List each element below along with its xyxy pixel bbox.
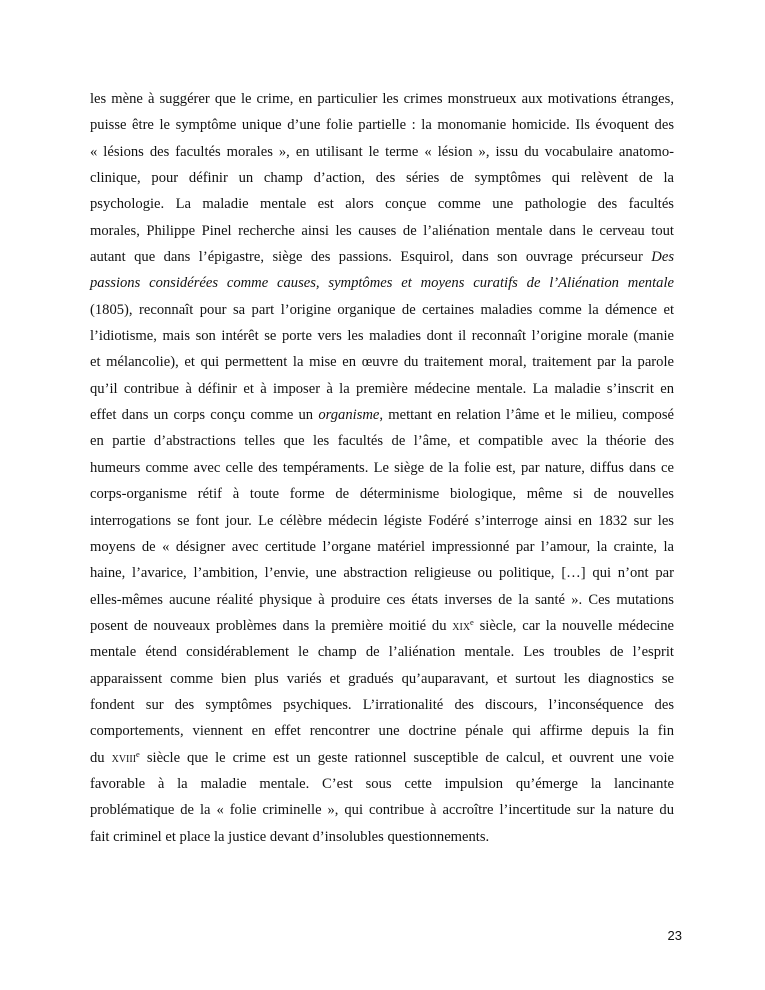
text-line: « lésions des facultés morales », en utilisant le terme « lésion », issu du vocabulaire anatomo- [90, 143, 674, 160]
body-paragraph [90, 86, 674, 850]
superscript-e: e [136, 748, 140, 759]
text-line: humeurs comme avec celle des tempéraments. Le siège de la folie est, par nature, diffus dans ce [90, 459, 674, 476]
text-line: l’idiotisme, mais son intérêt se porte vers les maladies dont il reconnaît l’origine morale (manie [90, 328, 674, 345]
text-line: effet dans un corps conçu comme un organisme, mettant en relation l’âme et le milieu, composé [90, 407, 674, 424]
text-line: haine, l’avarice, l’ambition, l’envie, une abstraction religieuse ou politique, […] qui n’ont par [90, 565, 674, 582]
text-line: interrogations se font jour. Le célèbre médecin légiste Fodéré s’interroge ainsi en 1832 sur les [90, 512, 674, 529]
text-line: psychologie. La maladie mentale est alors conçue comme une pathologie des facultés [90, 196, 674, 213]
text-line: clinique, pour définir un champ d’action, des séries de symptômes qui relèvent de la [90, 170, 674, 187]
text-line: et mélancolie), et qui permettent la mise en œuvre du traitement moral, traitement par la parole [90, 354, 674, 371]
text-line: puisse être le symptôme unique d’une folie partielle : la monomanie homicide. Ils évoquent des [90, 117, 674, 134]
text-line: mentale étend considérablement le champ de l’aliénation mentale. Les troubles de l’esprit [90, 644, 674, 661]
text-line: en partie d’abstractions telles que les facultés de l’âme, et compatible avec la théorie des [90, 433, 674, 450]
text-line: les mène à suggérer que le crime, en particulier les crimes monstrueux aux motivations étranges, [90, 91, 674, 107]
superscript-e: e [470, 616, 474, 627]
text-line: autant que dans l’épigastre, siège des passions. Esquirol, dans son ouvrage précurseur Des [90, 249, 674, 266]
text-line: (1805), reconnaît pour sa part l’origine organique de certaines maladies comme la démence et [90, 301, 674, 318]
century-numeral-xviii: xviii [111, 749, 137, 766]
text-line: morales, Philippe Pinel recherche ainsi les causes de l’aliénation mentale dans le cerveau tout [90, 222, 674, 239]
text-line: elles-mêmes aucune réalité physique à produire ces états inverses de la santé ». Ces mutations [90, 591, 674, 608]
emphasis-organisme: organisme [318, 407, 380, 424]
text-line: problématique de la « folie criminelle », qui contribue à accroître l’incertitude sur la nature du [90, 802, 674, 819]
text-line: fondent sur des symptômes psychiques. L’irrationalité des discours, l’inconséquence des [90, 696, 674, 713]
book-title: passions considérées comme causes, symptômes et moyens curatifs de l’Aliénation mentale [90, 275, 674, 292]
text-line: moyens de « désigner avec certitude l’organe matériel impressionné par l’amour, la crainte, la [90, 538, 674, 555]
text-line [90, 270, 674, 296]
text-line: du xviii$^e$ siècle que le crime est un geste rationnel susceptible de calcul, et ouvrent une voie [90, 748, 674, 766]
book-title-start: Des [651, 249, 674, 266]
text-line: apparaissent comme bien plus variés et gradués qu’auparavant, et surtout les diagnostics se [90, 670, 674, 687]
text-line: comportements, viennent en effet rencontrer une doctrine pénale qui affirme depuis la fin [90, 723, 674, 740]
text-line: corps-organisme rétif à toute forme de déterminisme biologique, même si de nouvelles [90, 486, 674, 503]
text-line: posent de nouveaux problèmes dans la première moitié du xix$^e$ siècle, car la nouvelle médecine [90, 616, 674, 634]
text-line: fait criminel et place la justice devant d’insolubles questionnements. [90, 828, 490, 845]
century-numeral-xix: xix [452, 617, 471, 634]
page-number: 23 [667, 928, 682, 943]
text-line: favorable à la maladie mentale. C’est sous cette impulsion qu’émerge la lancinante [90, 775, 674, 792]
text-line: qu’il contribue à définir et à imposer à la première médecine mentale. La maladie s’inscrit en [90, 380, 674, 397]
